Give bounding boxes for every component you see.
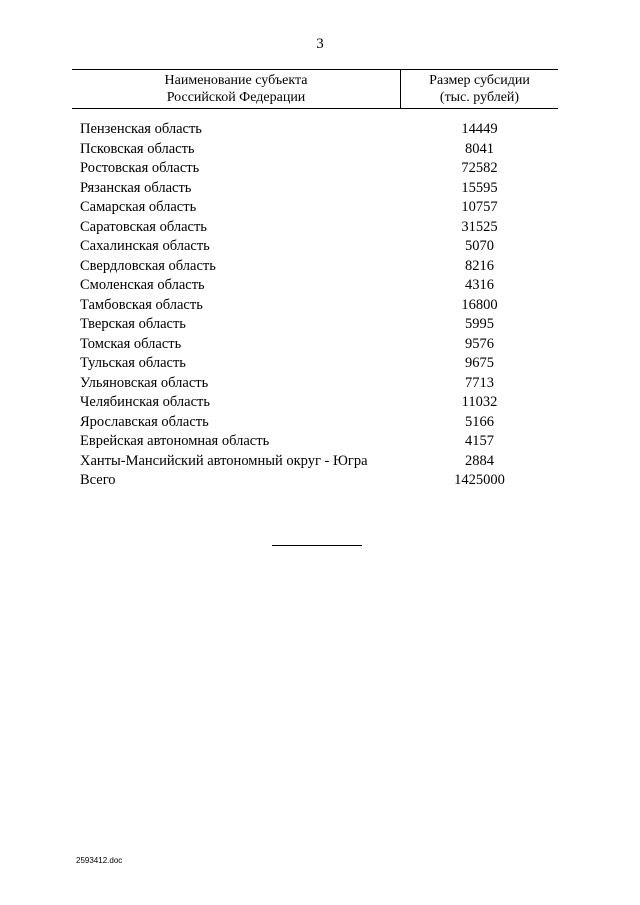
table-body — [80, 120, 558, 491]
table-row — [80, 198, 558, 218]
region-name: Тверская область — [80, 316, 186, 332]
header-region-name-line1: Наименование субъекта — [164, 73, 308, 88]
subsidy-amount: 5166 — [465, 413, 494, 430]
header-subsidy-amount-line2: (тыс. рублей) — [439, 90, 520, 105]
subsidy-amount: 7713 — [465, 374, 494, 391]
region-name: Псковская область — [80, 140, 195, 157]
table-row — [80, 140, 558, 160]
subsidy-amount: 31525 — [461, 218, 498, 235]
subsidy-amount: 8041 — [465, 140, 494, 157]
table-row — [80, 413, 558, 433]
page-number: 3 — [316, 36, 324, 52]
region-name: Смоленская область — [80, 277, 205, 293]
region-name: Рязанская область — [80, 179, 192, 196]
region-name: Ханты-Мансийский автономный округ - Югра — [80, 452, 368, 469]
table-row — [80, 393, 558, 413]
subsidy-amount: 4157 — [465, 433, 494, 449]
table-row — [80, 237, 558, 257]
region-name: Тульская область — [80, 355, 186, 371]
region-name: Еврейская автономная область — [80, 433, 270, 449]
end-of-table-rule — [272, 545, 362, 546]
header-subsidy-amount — [401, 72, 558, 106]
subsidy-amount: 9675 — [465, 355, 494, 371]
footer-filename: 2593412.doc — [76, 856, 123, 865]
region-name: Ульяновская область — [80, 374, 209, 391]
table-row-total — [80, 471, 558, 491]
subsidy-amount: 15595 — [461, 179, 498, 196]
subsidy-amount: 4316 — [465, 277, 494, 293]
region-name: Тамбовская область — [80, 296, 203, 313]
table-row — [80, 374, 558, 394]
table-row — [80, 159, 558, 179]
region-name: Ростовская область — [80, 160, 200, 176]
region-name: Ярославская область — [80, 413, 209, 430]
table-row — [80, 296, 558, 316]
region-name: Саратовская область — [80, 218, 207, 235]
header-region-name-line2: Российской Федерации — [166, 90, 306, 105]
subsidy-amount: 11032 — [461, 394, 498, 410]
region-name: Сахалинская область — [80, 238, 210, 254]
table-row — [80, 452, 558, 472]
table-row — [80, 120, 558, 140]
table-row — [80, 315, 558, 335]
subsidy-amount: 8216 — [465, 257, 494, 274]
region-name: Свердловская область — [80, 257, 216, 274]
subsidy-amount: 16800 — [461, 296, 498, 313]
table-row — [80, 276, 558, 296]
region-name: Пензенская область — [80, 121, 202, 137]
table-row — [80, 432, 558, 452]
total-label: Всего — [80, 472, 116, 488]
subsidy-amount: 5995 — [465, 316, 494, 332]
table-header — [72, 69, 558, 109]
header-subsidy-amount-line1: Размер субсидии — [429, 73, 530, 88]
total-amount: 1425000 — [454, 472, 505, 488]
table-row — [80, 218, 558, 238]
subsidy-amount: 2884 — [465, 452, 494, 469]
table-row — [80, 179, 558, 199]
region-name: Челябинская область — [80, 394, 210, 410]
subsidy-amount: 10757 — [461, 199, 498, 215]
table-row — [80, 354, 558, 374]
header-region-name — [72, 72, 400, 106]
table-row — [80, 335, 558, 355]
subsidy-amount: 5070 — [465, 238, 494, 254]
region-name: Томская область — [80, 335, 182, 352]
table-row — [80, 257, 558, 277]
region-name: Самарская область — [80, 199, 197, 215]
subsidy-amount: 9576 — [465, 335, 494, 352]
subsidy-amount: 72582 — [461, 160, 498, 176]
subsidy-amount: 14449 — [461, 121, 498, 137]
